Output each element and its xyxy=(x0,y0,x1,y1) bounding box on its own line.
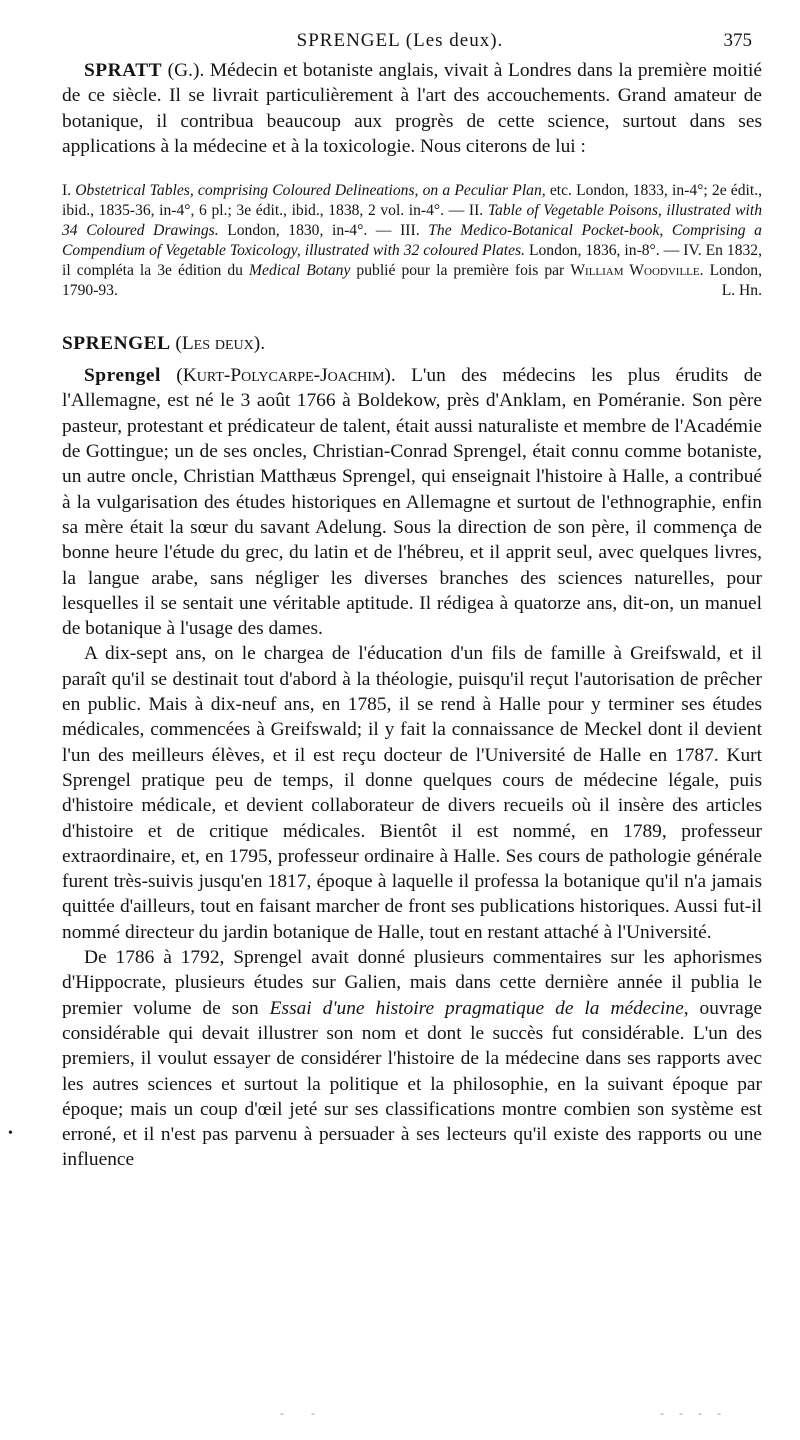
biblio-num: III. xyxy=(400,222,429,240)
biblio-title: Table of Vegetable Poisons, illustrated with 34 Coloured Drawings. xyxy=(62,202,762,240)
section-heading xyxy=(62,333,762,355)
person-name: (Kurt-Polycarpe-Joachim). xyxy=(160,365,396,387)
paragraph-text: , ouvrage considérable qui devait illustrer son nom et dont le succès fut considérable. L'un des premiers, il voulut essayer de considérer l'histoire de la médecine dans ses rapports avec les autres sciences et surtout la politique et la philosophie, en la suivant époque par époque; mais un coup d'œil jeté sur ses classifications montre combien son système est erroné, et il n'est pas parvenu à persuader à ses lecteurs qu'il existe des rapports ou une influence xyxy=(62,997,762,1171)
paragraph: A dix-sept ans, on le chargea de l'éducation d'un fils de famille à Greifswald, et il paraît qu'il se destinait tout d'abord à la théologie, puisqu'il reçut l'autorisation de prêcher en public. Mais à dix-neuf ans, en 1785, il se rend à Halle pour y terminer ses études médicales, commencées à Greifswald; il y fait la connaissance de Meckel dont il devient l'un des meilleurs élèves, et il est reçu docteur de l'Université de Halle en 1787. Kurt Sprengel pratique peu de temps, il donne quelques cours de médecine légale, puis d'histoire médicale, et devient collaborateur de divers recueils où il insère des articles d'histoire et de critique médicales. Bientôt il est nommé, en 1789, professeur extraordinaire, et, en 1795, professeur ordinaire à Halle. Ses cours de pathologie générale furent très-suivis jusqu'en 1817, époque à laquelle il professa la botanique qu'il n'a jamais quittée d'ailleurs, tout en faisant marcher de front ses publications historiques. Aussi fut-il nommé directeur du jardin botanique de Halle, tout en restant attaché à l'Université. xyxy=(62,643,762,943)
biblio-num: II. xyxy=(468,202,488,220)
author-signature: L. Hn. xyxy=(721,282,762,300)
page-body xyxy=(62,58,762,1173)
paragraph-text: L'un des médecins les plus érudits de l'Allemagne, est né le 3 août 1766 à Boldekow, près d'Anklam, en Poméranie. Son père pasteur, protestant et prédicateur de talent, était aussi naturaliste et membre de l'Académie de Gottingue; un de ses oncles, Christian-Conrad Sprengel, était connu comme botaniste, un autre oncle, Christian Matthæus Sprengel, qui enseignait l'histoire à Halle, a contribué à la vulgarisation des études historiques en Allemagne et surtout de l'ethnographie, enfin sa mère était la sœur du savant Adelung. Sous la direction de son père, il commença de bonne heure l'étude du grec, du latin et de l'hébreu, et il apprit seul, avec quelques livres, la langue arabe, sans négliger les diverses branches des sciences naturelles, pour lesquelles il se sentait une véritable aptitude. Il rédigea à quatorze ans, dit-on, un manuel de botanique à l'usage des dames. xyxy=(62,365,762,640)
biblio-title: The Medico-Botanical Pocket-book, Comprising a Compendium of Vegetable Toxicology, illustrated with 32 coloured Plates. xyxy=(62,222,762,260)
biblio-text: London, 1830, in-4°. — xyxy=(218,222,401,240)
entry-spratt xyxy=(62,58,762,159)
book-title: Essai d'une histoire pragmatique de la médecine xyxy=(269,997,684,1019)
biblio-num: I. xyxy=(62,182,76,200)
running-header xyxy=(0,30,800,60)
paragraph xyxy=(62,363,762,641)
biblio-title: Medical Botany xyxy=(249,262,351,280)
running-title: SPRENGEL (Les deux). xyxy=(296,30,504,51)
biblio-text: publié pour la première fois par xyxy=(350,262,571,280)
paragraph xyxy=(62,945,762,1173)
biblio-text: London, 1836, in-8°. — IV. En 1832, il compléta la 3e édition du xyxy=(62,242,762,280)
paragraph-text: De 1786 à 1792, Sprengel avait donné plusieurs commentaires sur les aphorismes d'Hippocrate, plusieurs études sur Galien, mais dans cette dernière année il publia le premier volume de son xyxy=(62,947,762,1019)
bleed-through-marks: - - - - xyxy=(660,1406,727,1420)
margin-mark: • xyxy=(8,1126,13,1141)
bibliography xyxy=(62,181,762,301)
biblio-text: etc. London, 1833, in-4°; 2e édit., ibid., 1835-36, in-4°, 6 pl.; 3e édit., ibid., 1838, 2 vol. in-4°. — xyxy=(62,182,762,220)
headword-sprengel: Sprengel xyxy=(84,365,161,387)
bleed-through-marks: - - xyxy=(280,1406,327,1420)
entry-spratt-text: (G.). Médecin et botaniste anglais, vivait à Londres dans la première moitié de ce siècle. Il se livrait particulièrement à l'art des accouchements. Grand amateur de botanique, il contribua beaucoup aux progrès de cette science, surtout dans ses applications à la médecine et à la toxicologie. Nous citerons de lui : xyxy=(62,60,762,157)
biblio-author: William Woodville xyxy=(570,262,700,280)
section-headword: SPRENGEL xyxy=(62,333,171,355)
page-number: 375 xyxy=(723,30,752,51)
biblio-title: Obstetrical Tables, comprising Coloured Delineations, on a Peculiar Plan, xyxy=(75,182,546,200)
section-subtitle: (Les deux). xyxy=(170,333,266,355)
biblio-text: . London, 1790-93. xyxy=(62,262,762,300)
headword-spratt: SPRATT xyxy=(84,60,163,81)
